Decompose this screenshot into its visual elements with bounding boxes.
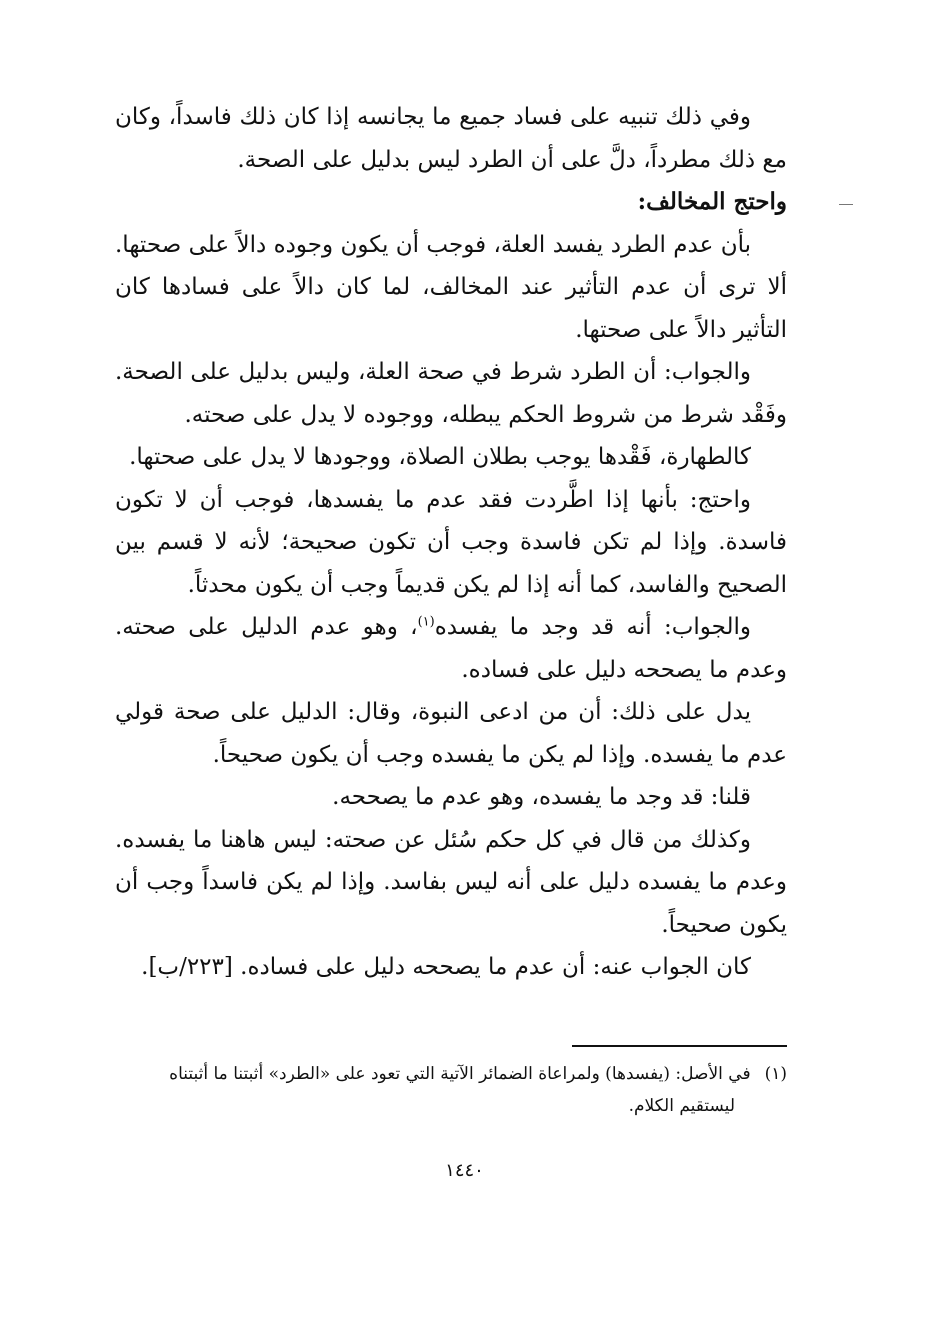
footnote-number: (١) [764,1064,787,1084]
footnote-line-1 [115,1058,787,1090]
paragraph-6-text: والجواب: أنه قد وجد ما يفسده [434,614,751,640]
margin-mark [839,204,853,205]
paragraph-6 [115,606,787,691]
paragraph-1: وفي ذلك تنبيه على فساد جميع ما يجانسه إذا كان ذلك فاسداً، وكان مع ذلك مطرداً، دلَّ على أن الطرد ليس بدليل على الصحة. [115,104,787,173]
paragraph-6-text-after: ، وهو عدم الدليل على صحته. وعدم ما يصححه دليل على فساده. [115,614,787,683]
footnote-line-2: ليستقيم الكلام. [628,1096,735,1116]
paragraph-9: وكذلك من قال في كل حكم سُئل عن صحته: ليس هاهنا ما يفسده. وعدم ما يفسده دليل على أنه ليس بفاسد. وإذا لم يكن فاسداً وجب أن يكون صحيحاً. [115,826,787,938]
section-heading: واحتج المخالف: [637,188,787,215]
paragraph-7: يدل على ذلك: أن من ادعى النبوة، وقال: الدليل على صحة قولي عدم ما يفسده. وإذا لم يكن ما يفسده وجب أن يكون صحيحاً. [115,699,787,768]
paragraph-3: والجواب: أن الطرد شرط في صحة العلة، وليس بدليل على الصحة. وفَقْد شرط من شروط الحكم يبطله، ووجوده لا يدل على صحته. [115,359,787,428]
main-text [115,96,787,989]
footnote-text: في الأصل: (يفسدها) ولمراعاة الضمائر الآتية التي تعود على «الطرد» أثبتنا ما أثبتناه [169,1064,751,1084]
paragraph-4: كالطهارة، فَقْدها يوجب بطلان الصلاة، ووجودها لا يدل على صحتها. [129,444,751,470]
paragraph-5: واحتج: بأنها إذا اطَّردت فقد عدم ما يفسدها، فوجب أن لا تكون فاسدة. وإذا لم تكن فاسدة وجب أن تكون صحيحة؛ لأنه لا قسم بين الصحيح والفاسد، كما أنه إذا لم يكن قديماً وجب أن يكون محدثاً. [115,486,787,598]
footnote-reference: (١) [417,614,435,630]
page-number: ١٤٤٠ [445,1160,484,1181]
paragraph-8: قلنا: قد وجد ما يفسده، وهو عدم ما يصححه. [332,784,751,810]
footnote-separator [572,1045,787,1047]
paragraph-10: كان الجواب عنه: أن عدم ما يصححه دليل على فساده. [٢٢٣/ب]. [141,954,751,980]
paragraph-2: بأن عدم الطرد يفسد العلة، فوجب أن يكون وجوده دالاً على صحتها. ألا ترى أن عدم التأثير عند المخالف، لما كان دالاً على فسادها كان التأثير دالاً على صحتها. [115,231,787,343]
footnote [115,1058,787,1122]
